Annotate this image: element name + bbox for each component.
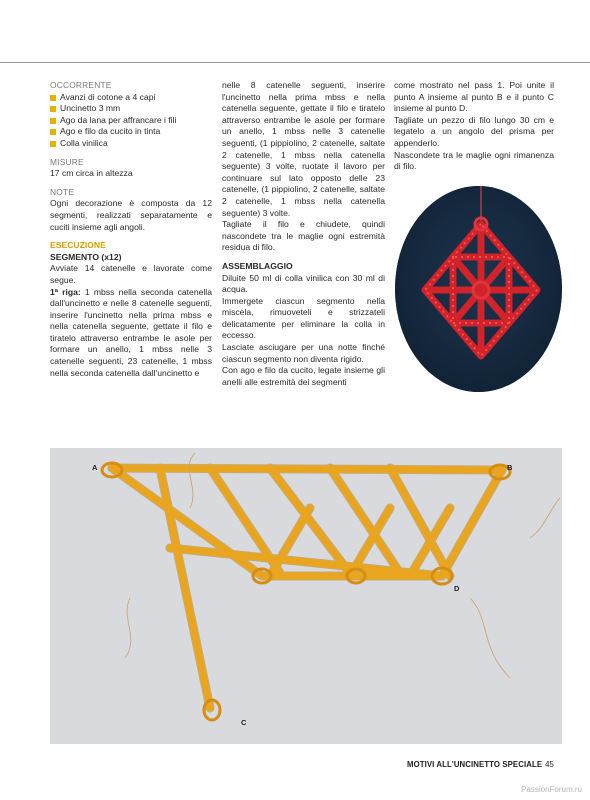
materials-item: Ago da lana per affrancare i fili — [50, 115, 212, 127]
bullet-square-icon — [50, 118, 56, 124]
materials-item: Ago e filo da cucito in tinta — [50, 126, 212, 138]
notes-text: Ogni decorazione è composta da 12 segmenti, realizzati separatamente e cuciti insieme agli angoli. — [50, 198, 212, 232]
page-number: 45 — [545, 760, 554, 769]
materials-item: Uncinetto 3 mm — [50, 103, 212, 115]
size-text: 17 cm circa in altezza — [50, 168, 133, 179]
assembly-paragraph: Immergete ciascun segmento nella miscela, rimuoveteli e strizzateli delicatamente per eliminare la colla in eccesso. — [222, 295, 385, 341]
row1-text: 1 mbss nella seconda catenella dall'uncinetto e nelle 8 catenelle seguenti, inserire l'uncinetto nella prima mbss e nella catenella seguente, gettate il filo e tiratelo attraverso entrambe le asole per formare un anello, 1 mbss nelle 3 catenelle seguenti, 23 catenelle, 1 mbss nella seconda catenella dall'uncinetto e — [50, 286, 212, 378]
notes-heading: NOTE — [50, 186, 75, 197]
assembly-heading: ASSEMBLAGGIO — [222, 260, 293, 271]
top-rule — [0, 62, 590, 63]
crochet-illustration — [50, 448, 562, 744]
right-paragraph: Nascondete tra le maglie ogni rimanenza di filo. — [394, 149, 554, 172]
execution-heading: ESECUZIONE — [50, 240, 106, 251]
row1-paragraph — [50, 287, 212, 380]
bullet-square-icon — [50, 95, 56, 101]
left-column — [50, 80, 212, 379]
assembly-paragraph: Diluite 50 ml di colla vinilica con 30 ml di acqua. — [222, 272, 385, 295]
materials-item: Colla vinilica — [50, 138, 212, 150]
page-footer — [407, 760, 554, 769]
materials-heading: OCCORRENTE — [50, 80, 112, 90]
bullet-square-icon — [50, 141, 56, 147]
photo-label-c: C — [241, 718, 247, 727]
watermark: PassionForum.ru — [521, 785, 582, 794]
photo-label-d: D — [454, 584, 460, 593]
bullet-square-icon — [50, 106, 56, 112]
crochet-photo — [50, 448, 562, 744]
size-heading: MISURE — [50, 156, 84, 167]
right-column — [394, 80, 554, 173]
photo-label-b: B — [507, 463, 513, 472]
ornament-illustration — [395, 186, 562, 392]
finish-text: Tagliate il filo e chiudete, quindi nascondete tra le maglie ogni estremità residua di filo. — [222, 219, 385, 253]
right-paragraph: come mostrato nel pass 1. Poi unite il punto A insieme al punto B e il punto C insieme al punto D. — [394, 80, 554, 114]
assembly-paragraph: Lasciate asciugare per una notte finché ciascun segmento non diventa rigido. — [222, 342, 385, 364]
row1-label: 1ª riga: — [50, 286, 81, 297]
middle-column — [222, 80, 385, 388]
segment-intro: Avviate 14 catenelle e lavorate come segue. — [50, 263, 212, 285]
materials-list — [50, 92, 212, 150]
photo-label-a: A — [92, 463, 98, 472]
assembly-paragraph: Con ago e filo da cucito, legate insieme gli anelli alle estremità dei segmenti — [222, 365, 385, 387]
magazine-title: MOTIVI ALL'UNCINETTO SPECIALE — [406, 760, 543, 769]
ornament-photo — [395, 186, 562, 392]
bullet-square-icon — [50, 129, 56, 135]
continued-text: nelle 8 catenelle seguenti, inserire l'uncinetto nella prima mbss e nella catenella seguente, gettate il filo e tiratelo attraverso entrambe le asole per formare un anello, 1 mbss nelle 3 catenelle seguenti, (1 pippiolino, 2 catenelle, saltate 2 catenelle, 1 mbss nella catenella seguente) 3 volte, ruotate il lavoro per continuare sul lato opposto delle 23 catenelle, (1 pippiolino, 2 catenelle, saltate 2 catenelle, 1 mbss nella catenella seguente) 3 volte. — [222, 80, 385, 218]
materials-item: Avanzi di cotone a 4 capi — [50, 92, 212, 104]
right-paragraph: Tagliate un pezzo di filo lungo 30 cm e legatelo a un angolo del prisma per appenderlo. — [394, 114, 554, 148]
segment-heading: SEGMENTO (x12) — [50, 251, 122, 262]
